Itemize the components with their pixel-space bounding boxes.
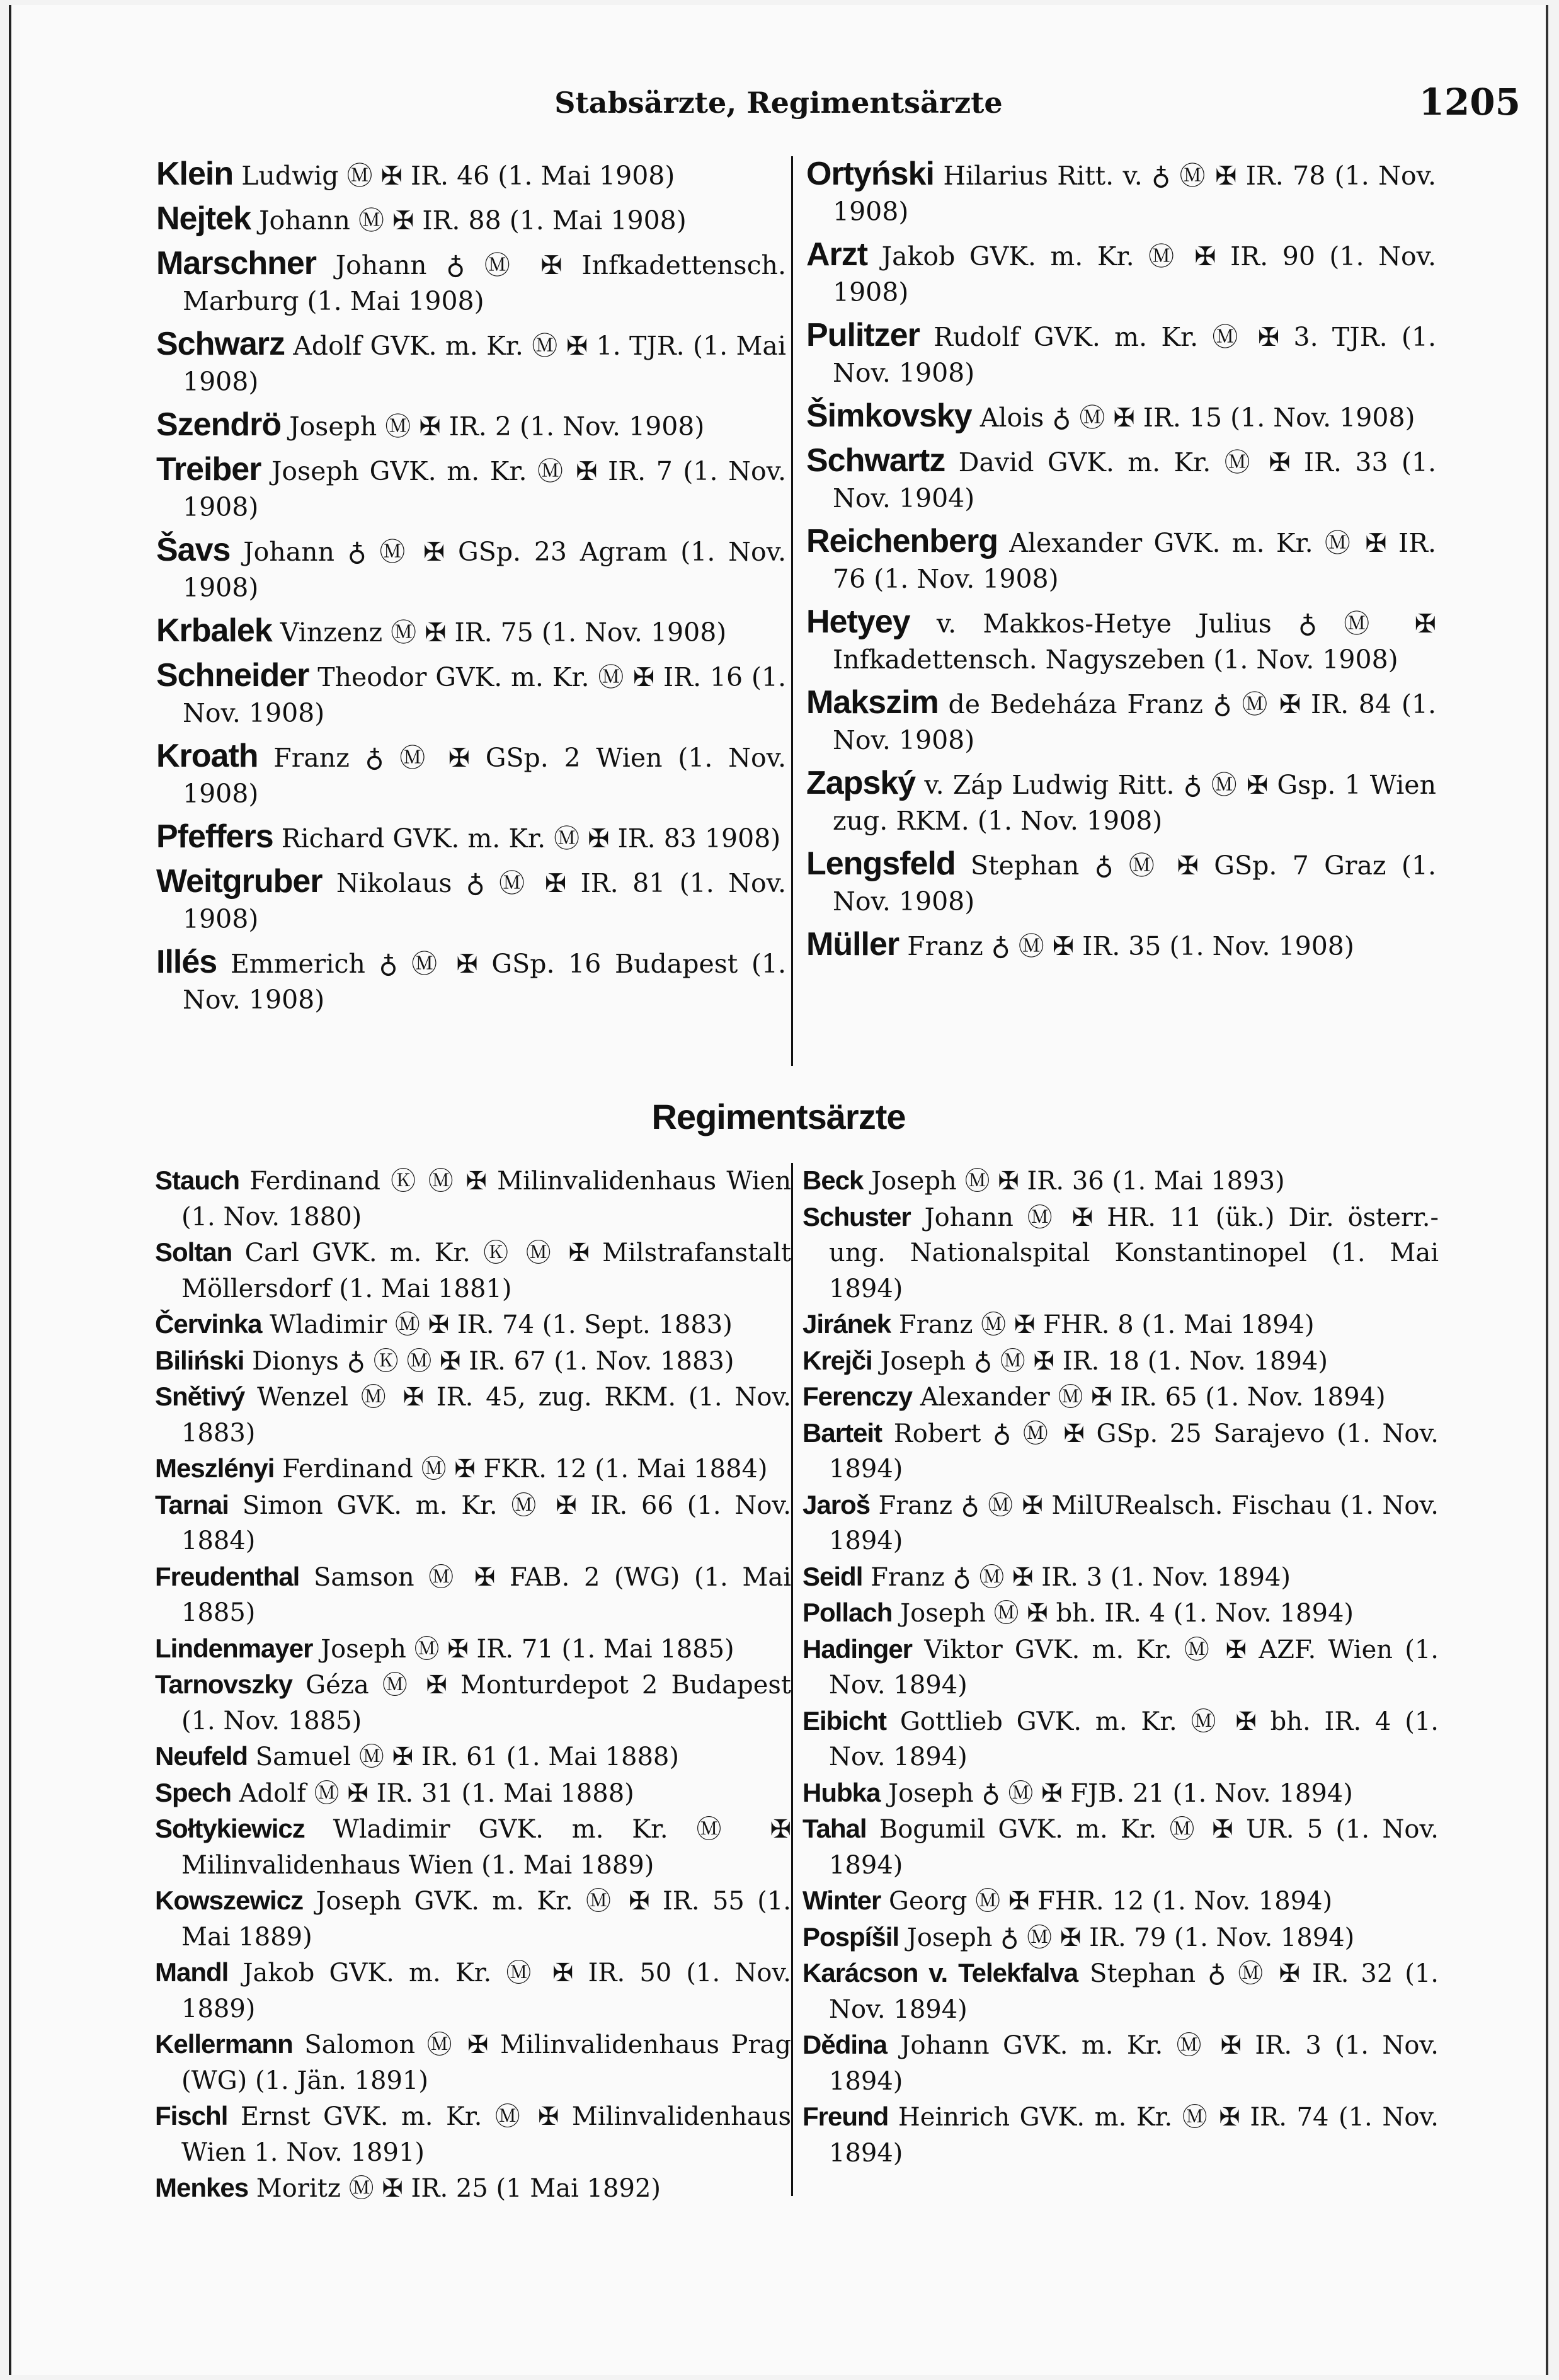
entry [802, 1559, 1439, 1596]
entry-text: Theodor GVK. m. Kr. Ⓜ ✠ IR. 16 (1. Nov. 1908) [183, 662, 786, 728]
entry-text: Ferdinand Ⓚ Ⓜ ✠ Milinvalidenhaus Wien (1. Nov. 1880) [181, 1167, 791, 1232]
entry-name: Dědina [802, 2030, 888, 2059]
entry-text: Johann ♁ Ⓜ ✠ Infkadettensch. Marburg (1. Mai 1908) [183, 250, 786, 316]
page [9, 5, 1548, 2375]
entry [802, 1919, 1439, 1956]
entry [155, 1451, 791, 1487]
entry-name: Jiránek [802, 1309, 891, 1339]
entry-text: Joseph Ⓜ ✠ bh. IR. 4 (1. Nov. 1894) [900, 1599, 1354, 1628]
entry [802, 2099, 1439, 2171]
column-divider [791, 156, 793, 1066]
entry [156, 864, 786, 937]
entry-name: Nejtek [156, 200, 251, 237]
entry-text: Carl GVK. m. Kr. Ⓚ Ⓜ ✠ Milstrafanstalt Möllersdorf (1. Mai 1881) [181, 1239, 791, 1303]
entry [155, 1487, 791, 1559]
stabsaerzte-left-column [156, 156, 786, 1025]
entry-text: Salomon Ⓜ ✠ Milinvalidenhaus Prag (WG) (1. Jän. 1891) [181, 2030, 791, 2095]
entry-name: Barteit [802, 1417, 882, 1448]
stabsaerzte-right-column [806, 156, 1436, 971]
entry-text: Gottlieb GVK. m. Kr. Ⓜ ✠ bh. IR. 4 (1. Nov. 1894) [829, 1707, 1439, 1771]
entry [806, 318, 1436, 391]
entry [806, 765, 1436, 839]
entry [156, 407, 786, 445]
entry-text: Richard GVK. m. Kr. Ⓜ ✠ IR. 83 1908) [281, 823, 781, 854]
entry-text: Nikolaus ♁ Ⓜ ✠ IR. 81 (1. Nov. 1908) [183, 868, 786, 934]
entry [806, 927, 1436, 964]
entry [155, 1163, 791, 1235]
entry-name: Schwarz [156, 326, 285, 362]
entry [802, 1595, 1439, 1632]
entry-name: Pulitzer [806, 317, 920, 353]
entry [155, 1739, 791, 1775]
entry-text: Johann ♁ Ⓜ ✠ GSp. 23 Agram (1. Nov. 1908) [183, 537, 786, 603]
entry-text: Stephan ♁ Ⓜ ✠ GSp. 7 Graz (1. Nov. 1908) [833, 850, 1436, 917]
entry [806, 237, 1436, 311]
entry-name: Fischl [155, 2101, 228, 2131]
entry-text: Joseph GVK. m. Kr. Ⓜ ✠ IR. 7 (1. Nov. 1908) [183, 456, 786, 522]
entry-name: Kroath [156, 738, 258, 774]
entry-name: Šimkovsky [806, 398, 972, 434]
entry-name: Šavs [156, 532, 231, 568]
entry-text: Franz ♁ Ⓜ ✠ IR. 35 (1. Nov. 1908) [907, 931, 1354, 961]
entry-text: Franz Ⓜ ✠ FHR. 8 (1. Mai 1894) [898, 1310, 1315, 1339]
entry [156, 326, 786, 400]
entry-text: Franz ♁ Ⓜ ✠ MilURealsch. Fischau (1. Nov. 1894) [829, 1490, 1439, 1555]
entry-text: v. Makkos-Hetye Julius ♁ Ⓜ ✠ Infkadettensch. Nagyszeben (1. Nov. 1908) [833, 609, 1436, 675]
entry-name: Červinka [155, 1309, 262, 1339]
entry-text: Bogumil GVK. m. Kr. Ⓜ ✠ UR. 5 (1. Nov. 1894) [829, 1815, 1439, 1880]
entry-text: Ferdinand Ⓜ ✠ FKR. 12 (1. Mai 1884) [282, 1455, 768, 1484]
entry-name: Lindenmayer [155, 1633, 313, 1663]
entry-name: Lengsfeld [806, 845, 956, 882]
entry-name: Arzt [806, 236, 868, 273]
entry-text: Adolf GVK. m. Kr. Ⓜ ✠ 1. TJR. (1. Mai 1908) [183, 331, 786, 397]
entry [155, 1307, 791, 1343]
entry-name: Schuster [802, 1201, 911, 1232]
entry-name: Biliński [155, 1345, 244, 1375]
entry [802, 2027, 1439, 2099]
entry [156, 738, 786, 812]
entry [156, 201, 786, 239]
entry [802, 1343, 1439, 1380]
entry [806, 398, 1436, 436]
entry [155, 2098, 791, 2170]
entry-name: Seidl [802, 1561, 863, 1591]
entry-text: Franz ♁ Ⓜ ✠ GSp. 2 Wien (1. Nov. 1908) [183, 743, 786, 809]
entry-name: Pfeffers [156, 818, 273, 855]
entry-text: Joseph Ⓜ ✠ IR. 2 (1. Nov. 1908) [289, 411, 705, 442]
entry-text: David GVK. m. Kr. Ⓜ ✠ IR. 33 (1. Nov. 1904) [833, 447, 1436, 513]
entry-name: Karácson v. Telekfalva [802, 1958, 1078, 1988]
entry-text: Georg Ⓜ ✠ FHR. 12 (1. Nov. 1894) [889, 1887, 1333, 1916]
entry-name: Spech [155, 1777, 232, 1807]
entry-text: Stephan ♁ Ⓜ ✠ IR. 32 (1. Nov. 1894) [829, 1959, 1439, 2024]
entry [802, 1955, 1439, 2027]
entry [156, 532, 786, 606]
entry [806, 443, 1436, 517]
entry-text: Simon GVK. m. Kr. Ⓜ ✠ IR. 66 (1. Nov. 1884) [181, 1490, 791, 1555]
entry-text: Jakob GVK. m. Kr. Ⓜ ✠ IR. 50 (1. Nov. 1889) [181, 1959, 791, 2023]
entry-name: Ferenczy [802, 1382, 913, 1411]
entry-name: Ortyński [806, 156, 934, 192]
entry-name: Neufeld [155, 1741, 248, 1771]
entry [155, 2170, 791, 2207]
entry-text: Alexander Ⓜ ✠ IR. 65 (1. Nov. 1894) [920, 1383, 1386, 1412]
entry-text: Emmerich ♁ Ⓜ ✠ GSp. 16 Budapest (1. Nov. 1908) [183, 949, 786, 1015]
entry-name: Weitgruber [156, 863, 323, 900]
entry-name: Tarnai [155, 1489, 229, 1519]
entry-text: Heinrich GVK. m. Kr. Ⓜ ✠ IR. 74 (1. Nov. 1894) [829, 2103, 1439, 2168]
entry-text: Rudolf GVK. m. Kr. Ⓜ ✠ 3. TJR. (1. Nov. 1908) [833, 322, 1436, 388]
entry [155, 1775, 791, 1812]
entry [806, 604, 1436, 678]
entry-text: Géza Ⓜ ✠ Monturdepot 2 Budapest (1. Nov. 1885) [181, 1671, 791, 1736]
entry-text: de Bedeháza Franz ♁ Ⓜ ✠ IR. 84 (1. Nov. 1908) [833, 689, 1436, 755]
entry-text: Jakob GVK. m. Kr. Ⓜ ✠ IR. 90 (1. Nov. 1908) [833, 241, 1436, 307]
entry-name: Marschner [156, 245, 316, 282]
entry-text: Vinzenz Ⓜ ✠ IR. 75 (1. Nov. 1908) [280, 617, 727, 648]
entry-name: Szendrö [156, 406, 282, 443]
entry-name: Soltan [155, 1237, 232, 1267]
entry [155, 1235, 791, 1307]
entry-name: Makszim [806, 684, 939, 721]
entry-text: Moritz Ⓜ ✠ IR. 25 (1 Mai 1892) [256, 2174, 661, 2203]
entry-name: Reichenberg [806, 523, 998, 559]
entry-name: Schneider [156, 657, 309, 694]
entry-text: Wladimir Ⓜ ✠ IR. 74 (1. Sept. 1883) [270, 1310, 733, 1339]
page-number: 1205 [1419, 81, 1521, 123]
entry-name: Eibicht [802, 1705, 887, 1736]
section-title: Regimentsärzte [651, 1097, 906, 1136]
entry-text: Alexander GVK. m. Kr. Ⓜ ✠ IR. 76 (1. Nov. 1908) [833, 528, 1436, 594]
entry-text: Wladimir GVK. m. Kr. Ⓜ ✠ Milinvalidenhaus Wien (1. Mai 1889) [181, 1815, 791, 1880]
entry-text: Joseph ♁ Ⓜ ✠ IR. 79 (1. Nov. 1894) [906, 1923, 1355, 1952]
entry-text: Ludwig Ⓜ ✠ IR. 46 (1. Mai 1908) [241, 161, 675, 191]
entry [156, 819, 786, 857]
entry-name: Krbalek [156, 612, 272, 649]
entry-name: Zapský [806, 765, 916, 801]
entry [802, 1632, 1439, 1703]
entry [802, 1307, 1439, 1343]
entry-text: Joseph ♁ Ⓜ ✠ FJB. 21 (1. Nov. 1894) [888, 1778, 1353, 1808]
entry-text: Johann GVK. m. Kr. Ⓜ ✠ IR. 3 (1. Nov. 1894) [829, 2031, 1439, 2096]
entry-name: Treiber [156, 451, 261, 488]
entry-text: Dionys ♁ Ⓚ Ⓜ ✠ IR. 67 (1. Nov. 1883) [252, 1346, 734, 1376]
entry-text: Ernst GVK. m. Kr. Ⓜ ✠ Milinvalidenhaus Wien 1. Nov. 1891) [181, 2102, 791, 2167]
entry [806, 523, 1436, 597]
entry-name: Schwartz [806, 442, 945, 479]
entry [155, 1811, 791, 1883]
entry [802, 1703, 1439, 1775]
entry [155, 1955, 791, 2027]
entry-text: Adolf Ⓜ ✠ IR. 31 (1. Mai 1888) [239, 1778, 634, 1808]
entry [806, 685, 1436, 758]
entry [802, 1811, 1439, 1883]
entry-name: Beck [802, 1165, 864, 1195]
entry-name: Pospíšil [802, 1921, 899, 1952]
entry-text: Joseph Ⓜ ✠ IR. 36 (1. Mai 1893) [871, 1167, 1285, 1196]
entry-name: Meszlényi [155, 1453, 275, 1483]
entry [156, 246, 786, 319]
entry [155, 2027, 791, 2098]
entry-name: Sołtykiewicz [155, 1814, 305, 1843]
entry [806, 846, 1436, 920]
entry-text: Samuel Ⓜ ✠ IR. 61 (1. Mai 1888) [255, 1742, 679, 1771]
entry-text: Johann Ⓜ ✠ HR. 11 (ük.) Dir. österr.-ung. Nationalspital Konstantinopel (1. Mai 1894) [829, 1203, 1439, 1303]
regimentsaerzte-left-column [155, 1163, 791, 2207]
entry [802, 1199, 1439, 1307]
entry [155, 1883, 791, 1955]
entry [802, 1487, 1439, 1559]
entry [156, 658, 786, 731]
entry-name: Klein [156, 156, 234, 192]
entry [156, 452, 786, 525]
entry-text: Johann Ⓜ ✠ IR. 88 (1. Mai 1908) [259, 205, 687, 236]
entry-name: Tahal [802, 1814, 867, 1843]
entry-name: Freund [802, 2102, 889, 2131]
entry [806, 156, 1436, 230]
entry [802, 1883, 1439, 1919]
entry-text: Joseph Ⓜ ✠ IR. 71 (1. Mai 1885) [321, 1634, 734, 1664]
entry-text: Robert ♁ Ⓜ ✠ GSp. 25 Sarajevo (1. Nov. 1894) [829, 1419, 1439, 1484]
entry [802, 1163, 1439, 1199]
regimentsaerzte-right-column [802, 1163, 1439, 2171]
entry-name: Illés [156, 944, 217, 980]
entry-name: Snětivý [155, 1382, 245, 1411]
entry-text: Viktor GVK. m. Kr. Ⓜ ✠ AZF. Wien (1. Nov. 1894) [829, 1635, 1439, 1700]
entry-text: Franz ♁ Ⓜ ✠ IR. 3 (1. Nov. 1894) [871, 1562, 1291, 1592]
entry-text: Joseph ♁ Ⓜ ✠ IR. 18 (1. Nov. 1894) [880, 1346, 1328, 1376]
entry-name: Mandl [155, 1957, 229, 1987]
entry-text: Joseph GVK. m. Kr. Ⓜ ✠ IR. 55 (1. Mai 1889) [181, 1887, 791, 1952]
entry-name: Freudenthal [155, 1561, 300, 1591]
entry-name: Pollach [802, 1598, 893, 1627]
entry-name: Hadinger [802, 1633, 913, 1664]
entry [155, 1379, 791, 1451]
entry [155, 1667, 791, 1739]
entry-text: v. Záp Ludwig Ritt. ♁ Ⓜ ✠ Gsp. 1 Wien zug. RKM. (1. Nov. 1908) [833, 770, 1436, 836]
entry-text: Wenzel Ⓜ ✠ IR. 45, zug. RKM. (1. Nov. 1883) [181, 1383, 791, 1448]
entry-name: Hetyey [806, 604, 910, 640]
entry [156, 613, 786, 651]
running-header: Stabsärzte, Regimentsärzte [554, 86, 1003, 120]
entry-name: Jaroš [802, 1489, 871, 1519]
entry [156, 156, 786, 194]
entry-name: Menkes [155, 2173, 249, 2202]
entry [156, 944, 786, 1018]
entry [155, 1343, 791, 1380]
entry-name: Krejči [802, 1345, 872, 1375]
entry-name: Hubka [802, 1777, 881, 1807]
column-divider [791, 1163, 793, 2196]
entry [155, 1631, 791, 1668]
entry-name: Winter [802, 1885, 881, 1915]
entry [802, 1775, 1439, 1812]
entry-name: Tarnovszky [155, 1669, 292, 1699]
entry-text: Hilarius Ritt. v. ♁ Ⓜ ✠ IR. 78 (1. Nov. 1908) [833, 161, 1436, 227]
entry-text: Samson Ⓜ ✠ FAB. 2 (WG) (1. Mai 1885) [181, 1562, 791, 1627]
entry [802, 1379, 1439, 1416]
entry-text: Alois ♁ Ⓜ ✠ IR. 15 (1. Nov. 1908) [979, 403, 1415, 433]
entry-name: Stauch [155, 1165, 240, 1195]
entry-name: Müller [806, 926, 899, 963]
entry-name: Kowszewicz [155, 1885, 304, 1915]
entry [155, 1559, 791, 1631]
entry [802, 1416, 1439, 1487]
entry-name: Kellermann [155, 2029, 293, 2059]
